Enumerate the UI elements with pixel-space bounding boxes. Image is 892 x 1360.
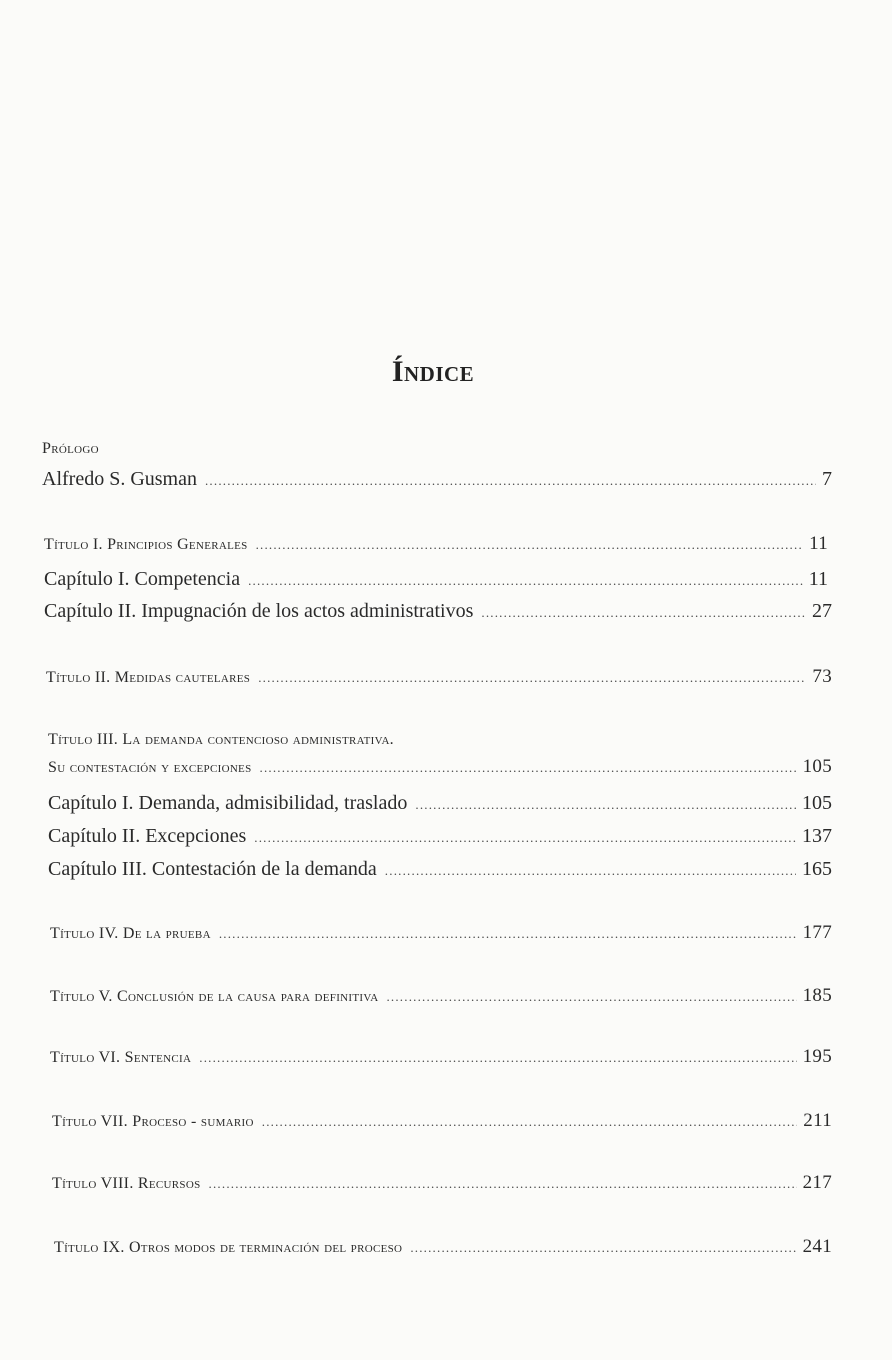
toc-page-number: 27 (812, 600, 832, 622)
page-title: Índice (391, 355, 475, 388)
toc-page-number: 217 (802, 1172, 832, 1193)
toc-entry-label: Su contestación y excepciones (48, 759, 252, 776)
toc-entry-label: Título VI. Sentencia (50, 1049, 192, 1066)
toc-entry-capitulo-3-3[interactable] (48, 858, 832, 881)
toc-entry-label: Capítulo II. Impugnación de los actos administrativos (44, 600, 474, 622)
dot-leader (415, 797, 796, 813)
toc-entry-capitulo-3-1[interactable] (48, 792, 832, 815)
toc-page-number: 165 (802, 858, 832, 880)
toc-entry-titulo-9[interactable] (54, 1236, 832, 1258)
toc-entry-label: Capítulo II. Excepciones (48, 825, 247, 847)
dot-leader (205, 473, 816, 489)
toc-page-number: 195 (802, 1046, 832, 1067)
toc-page-number: 137 (802, 825, 832, 847)
toc-page-number: 185 (802, 985, 832, 1006)
toc-entry-prologue[interactable] (42, 468, 832, 491)
toc-page-number: 105 (802, 756, 832, 777)
toc-entry-capitulo-3-2[interactable] (48, 825, 832, 848)
toc-entry-label: Título IV. De la prueba (50, 925, 211, 942)
dot-leader (385, 863, 796, 879)
dot-leader (410, 1240, 796, 1256)
dot-leader (219, 926, 797, 942)
dot-leader (258, 670, 806, 686)
toc-entry-capitulo-1-1[interactable] (44, 568, 828, 591)
dot-leader (260, 760, 797, 776)
dot-leader (248, 573, 803, 589)
toc-page-number: 11 (809, 533, 828, 554)
toc-page-number: 11 (808, 568, 828, 590)
toc-entry-titulo-6[interactable] (50, 1046, 832, 1068)
toc-entry-titulo-4[interactable] (50, 922, 832, 944)
toc-entry-label: Título IX. Otros modos de terminación del proceso (54, 1239, 403, 1256)
dot-leader (209, 1176, 797, 1192)
dot-leader (262, 1114, 798, 1130)
toc-entry-titulo-2[interactable] (46, 666, 832, 688)
dot-leader (481, 605, 806, 621)
toc-page-number: 241 (802, 1236, 832, 1257)
toc-page-number: 211 (803, 1110, 832, 1131)
toc-page-number: 7 (822, 468, 832, 490)
toc-page-number: 177 (802, 922, 832, 943)
toc-entry-label: Título VII. Proceso - sumario (52, 1113, 254, 1130)
toc-entry-label: Alfredo S. Gusman (42, 468, 197, 490)
toc-entry-label: Título II. Medidas cautelares (46, 669, 251, 686)
dot-leader (199, 1050, 796, 1066)
prologue-heading: Prólogo (42, 440, 99, 457)
toc-entry-label: Capítulo III. Contestación de la demanda (48, 858, 377, 880)
toc-entry-titulo-1[interactable] (44, 533, 828, 555)
dot-leader (254, 830, 796, 846)
toc-entry-label: Título I. Principios Generales (44, 536, 248, 553)
toc-entry-label: Título VIII. Recursos (52, 1175, 201, 1192)
toc-entry-label: Capítulo I. Demanda, admisibilidad, traslado (48, 792, 408, 814)
toc-entry-titulo-3-line1: Título III. La demanda contencioso administrativa. (48, 731, 394, 748)
toc-entry-label: Capítulo I. Competencia (44, 568, 241, 590)
toc-entry-titulo-3[interactable] (48, 756, 832, 778)
toc-entry-label: Título V. Conclusión de la causa para definitiva (50, 988, 379, 1005)
dot-leader (256, 537, 804, 553)
toc-entry-titulo-5[interactable] (50, 985, 832, 1007)
toc-entry-capitulo-1-2[interactable] (44, 600, 832, 623)
toc-page-number: 73 (812, 666, 832, 687)
toc-entry-titulo-7[interactable] (52, 1110, 832, 1132)
dot-leader (386, 989, 796, 1005)
toc-entry-titulo-8[interactable] (52, 1172, 832, 1194)
toc-page-number: 105 (802, 792, 832, 814)
